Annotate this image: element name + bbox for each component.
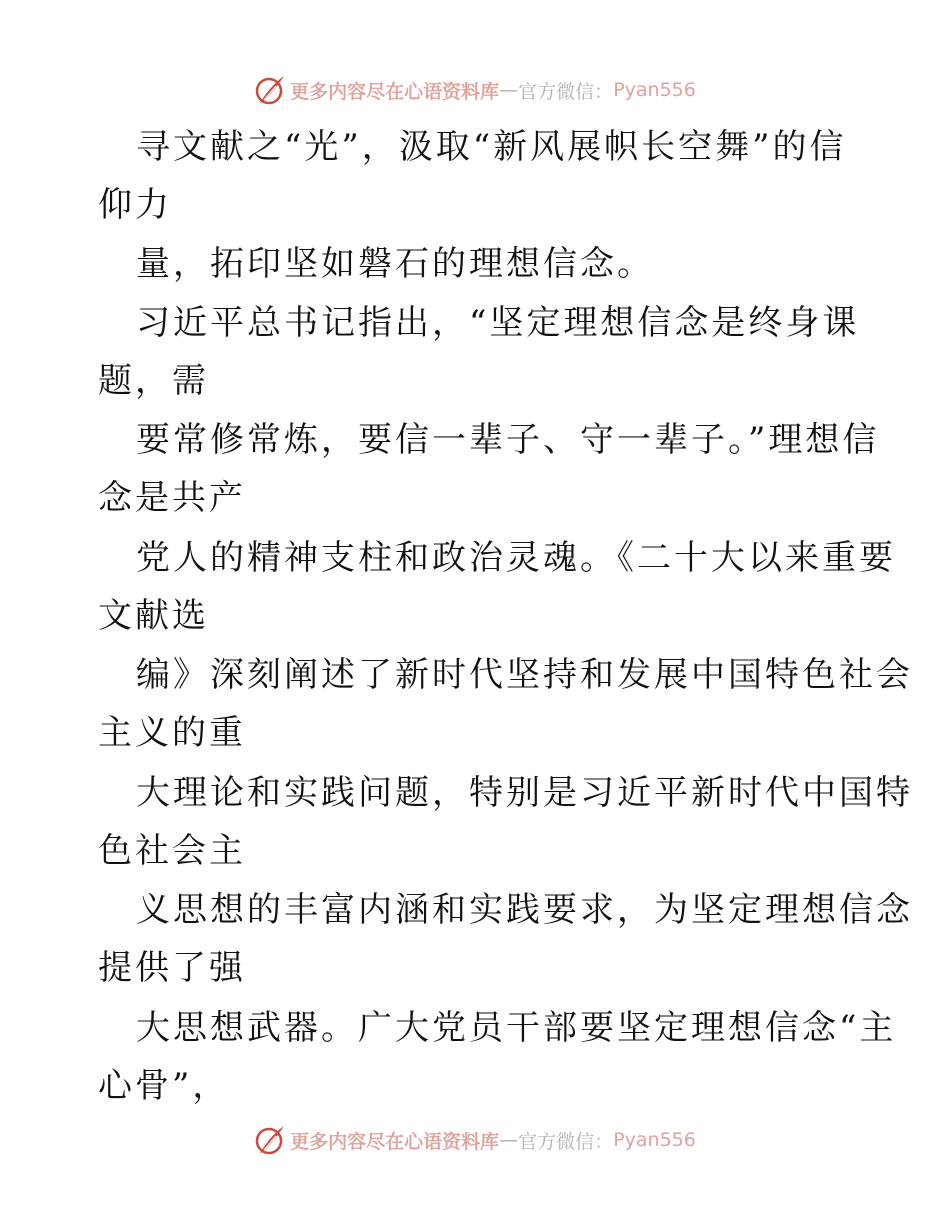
- watermark-separator: —: [499, 1129, 519, 1151]
- text-line: 心骨”，: [98, 1066, 230, 1106]
- text-line: 大思想武器。广大党员干部要坚定理想信念“主: [136, 1008, 897, 1048]
- text-line: 文献选: [98, 596, 209, 636]
- text-line: 党人的精神支柱和政治灵魂。《二十大以来重要: [136, 538, 896, 578]
- watermark-wechat-account: Pyan556: [613, 79, 696, 101]
- watermark-wechat-label: 官方微信：: [518, 80, 614, 103]
- text-line: 仰力: [98, 185, 172, 225]
- text-line: 编》深刻阐述了新时代坚持和发展中国特色社会: [136, 655, 913, 695]
- text-line: 义思想的丰富内涵和实践要求，为坚定理想信念: [136, 890, 913, 930]
- watermark-banner-bottom: [0, 1120, 950, 1160]
- text-line: 提供了强: [98, 948, 246, 988]
- watermark-main-text: 更多内容尽在心语资料库: [290, 80, 500, 103]
- text-line: 习近平总书记指出，“坚定理想信念是终身课: [136, 303, 860, 343]
- text-line: 大理论和实践问题，特别是习近平新时代中国特: [136, 773, 913, 813]
- text-line: 要常修常炼，要信一辈子、守一辈子。”理想信: [136, 420, 880, 460]
- text-line: 寻文献之“光”，汲取“新风展帜长空舞”的信: [136, 127, 847, 167]
- text-line: 念是共产: [98, 478, 246, 518]
- watermark-separator: —: [499, 79, 519, 101]
- text-line: 主义的重: [98, 713, 246, 753]
- watermark-wechat-label: 官方微信：: [518, 1130, 614, 1153]
- watermark-main-text: 更多内容尽在心语资料库: [290, 1130, 500, 1153]
- text-line: 题，需: [98, 361, 209, 401]
- watermark-wechat-account: Pyan556: [613, 1129, 696, 1151]
- text-line: 量，拓印坚如磐石的理想信念。: [136, 244, 654, 284]
- feather-pen-logo-icon: [254, 1123, 286, 1157]
- text-line: 色社会主: [98, 831, 246, 871]
